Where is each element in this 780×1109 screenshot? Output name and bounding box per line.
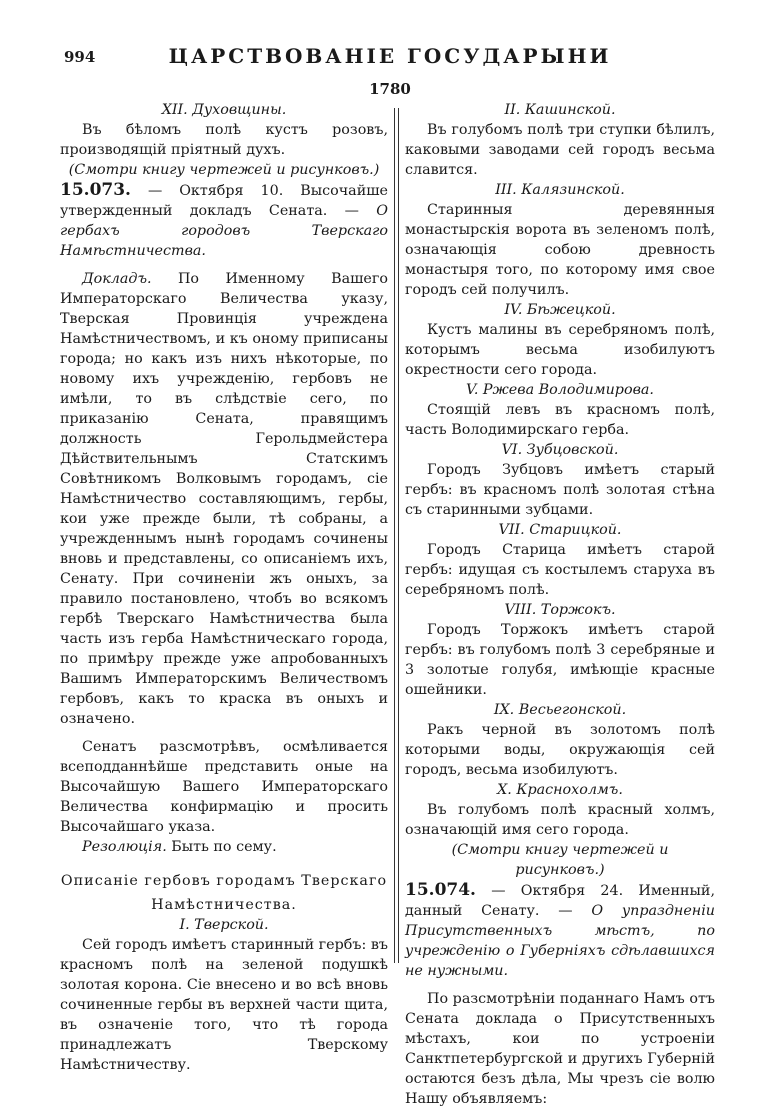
text-staritskoy: Городъ Старица имѣетъ старой гербъ: идущая съ костылемъ старуха въ серебряномъ полѣ.	[405, 542, 715, 598]
doklad-label: Докладъ.	[82, 271, 152, 287]
right-column	[405, 100, 715, 1109]
resolution-text: Быть по сему.	[166, 839, 277, 855]
law-number: 15.073.	[60, 180, 131, 200]
doklad-paragraph	[60, 269, 388, 729]
text-kashinskoy: Въ голубомъ полѣ три ступки бѣлилъ, каковыми заводами сей городъ весьма славится.	[405, 122, 715, 178]
heading-dukhovshchiny: XII. Духовщины.	[161, 102, 287, 118]
year-heading: 1780	[369, 80, 411, 98]
heading-kalyazinskoy: III. Калязинской.	[495, 182, 625, 198]
law-entry-15074	[405, 880, 715, 981]
law-number-2: 15.074.	[405, 880, 476, 900]
reference-note-2: (Смотри книгу чертежей и рисунковъ.)	[451, 842, 669, 878]
page-number: 994	[64, 48, 96, 66]
resolution-paragraph	[60, 837, 388, 857]
heading-tverskoy: I. Тверской.	[179, 917, 269, 933]
text-rzheva: Стоящій левъ въ красномъ полѣ, часть Володимирскаго герба.	[405, 402, 715, 438]
law-date-2: — Октября 24. Именный, данный Сенату. —	[405, 883, 715, 919]
text-dukhovshchiny: Въ бѣломъ полѣ кустъ розовъ, производящій пріятный духъ.	[60, 122, 388, 158]
text-krasnokholm: Въ голубомъ полѣ красный холмъ, означающій имя сего города.	[405, 802, 715, 838]
heading-staritskoy: VII. Старицкой.	[498, 522, 622, 538]
resolution-label: Резолюція.	[82, 839, 167, 855]
heading-torzhok: VIII. Торжокъ.	[504, 602, 616, 618]
text-zubtsovskoy: Городъ Зубцовъ имѣетъ старый гербъ: въ красномъ полѣ золотая стѣна съ старинными зубцами.	[405, 462, 715, 518]
text-tverskoy: Сей городъ имѣетъ старинный гербъ: въ красномъ полѣ на зеленой подушкѣ золотая корона. Сіе внесено и во всѣ вновь сочиненные гербы въ верхней части щита, въ означеніе того, что тѣ города принадлежатъ Тверскому Намѣстничеству.	[60, 937, 389, 1073]
law-date: — Октября 10. Высочайше утвержденный докладъ Сената. —	[60, 183, 388, 219]
column-divider-second	[398, 108, 399, 963]
senat-paragraph: Сенатъ разсмотрѣвъ, осмѣливается всеподданнѣйше представить оные на Высочайшую Вашего Императорскаго Величества конфирмацію и просить Высочайшаго указа.	[60, 739, 388, 835]
text-vesyegonskoy: Ракъ черной въ золотомъ полѣ которыми воды, окружающія сей городъ, весьма изобилуютъ.	[405, 722, 715, 778]
text-torzhok: Городъ Торжокъ имѣетъ старой гербъ: въ голубомъ полѣ 3 серебряные и 3 золотые голубя, имѣющіе красные ошейники.	[405, 622, 715, 698]
heading-kashinskoy: II. Кашинской.	[504, 102, 616, 118]
reference-note: (Смотри книгу чертежей и рисунковъ.)	[68, 162, 380, 178]
law-body-2: По разсмотрѣніи поданнаго Намъ отъ Сената доклада о Присутственныхъ мѣстахъ, кои по устроеніи Санктпетербургской и другихъ Губерній остаются безъ дѣла, Мы чрезъ сіе волю Нашу объявляемъ:	[405, 991, 715, 1107]
heading-krasnokholm: X. Краснохолмъ.	[497, 782, 623, 798]
running-head: ЦАРСТВОВАНІЕ ГОСУДАРЫНИ	[168, 44, 612, 68]
column-divider	[394, 108, 395, 963]
law-title: О гербахъ городовъ Тверскаго Намѣстничества.	[60, 203, 388, 259]
doklad-text: По Именному Вашего Императорскаго Величества указу, Тверская Провинція учреждена Намѣстничествомъ, и къ оному приписаны города; но какъ изъ нихъ нѣкоторые, по новому ихъ учрежденію, гербовъ не имѣли, то въ слѣдствіе сего, по приказанію Сената, правящимъ должность Герольдмейстера Дѣйствительнымъ Статскимъ Совѣтникомъ Волковымъ городамъ, сіе Намѣстничество составляющимъ, гербы, кои уже прежде были, тѣ собраны, а учрежденнымъ нынѣ городамъ сочинены вновь и представлены, со описаніемъ ихъ, Сенату. При сочиненіи жъ оныхъ, за правило постановлено, чтобъ во всякомъ гербѣ Тверскаго Намѣстничества была часть изъ герба Намѣстническаго города, по примѣру прежде уже апробованныхъ Вашимъ Императорскимъ Величествомъ гербовъ, какъ то краска въ оныхъ и означено.	[60, 271, 388, 727]
heading-zubtsovskoy: VI. Зубцовской.	[501, 442, 619, 458]
law-title-2: О упраздненіи Присутственныхъ мѣстъ, по учрежденію о Губерніяхъ сдѣлавшихся не нужными.	[405, 903, 715, 979]
description-heading: Описаніе гербовъ городамъ Тверскаго	[60, 873, 388, 889]
text-kalyazinskoy: Старинныя деревянныя монастырскія ворота въ зеленомъ полѣ, означающія собою древность монастыря того, по которому имя свое городъ сей получилъ.	[405, 202, 715, 298]
description-heading-cont: Намѣстничества.	[151, 897, 297, 913]
heading-bezhetskoy: IV. Бѣжецкой.	[504, 302, 616, 318]
left-column	[60, 100, 388, 1075]
law-entry-15073	[60, 180, 388, 261]
heading-vesyegonskoy: IX. Весьегонской.	[493, 702, 627, 718]
heading-rzheva: V. Ржева Володимирова.	[466, 382, 654, 398]
text-bezhetskoy: Кустъ малины въ серебряномъ полѣ, которымъ весьма изобилуютъ окрестности сего города.	[405, 322, 715, 378]
